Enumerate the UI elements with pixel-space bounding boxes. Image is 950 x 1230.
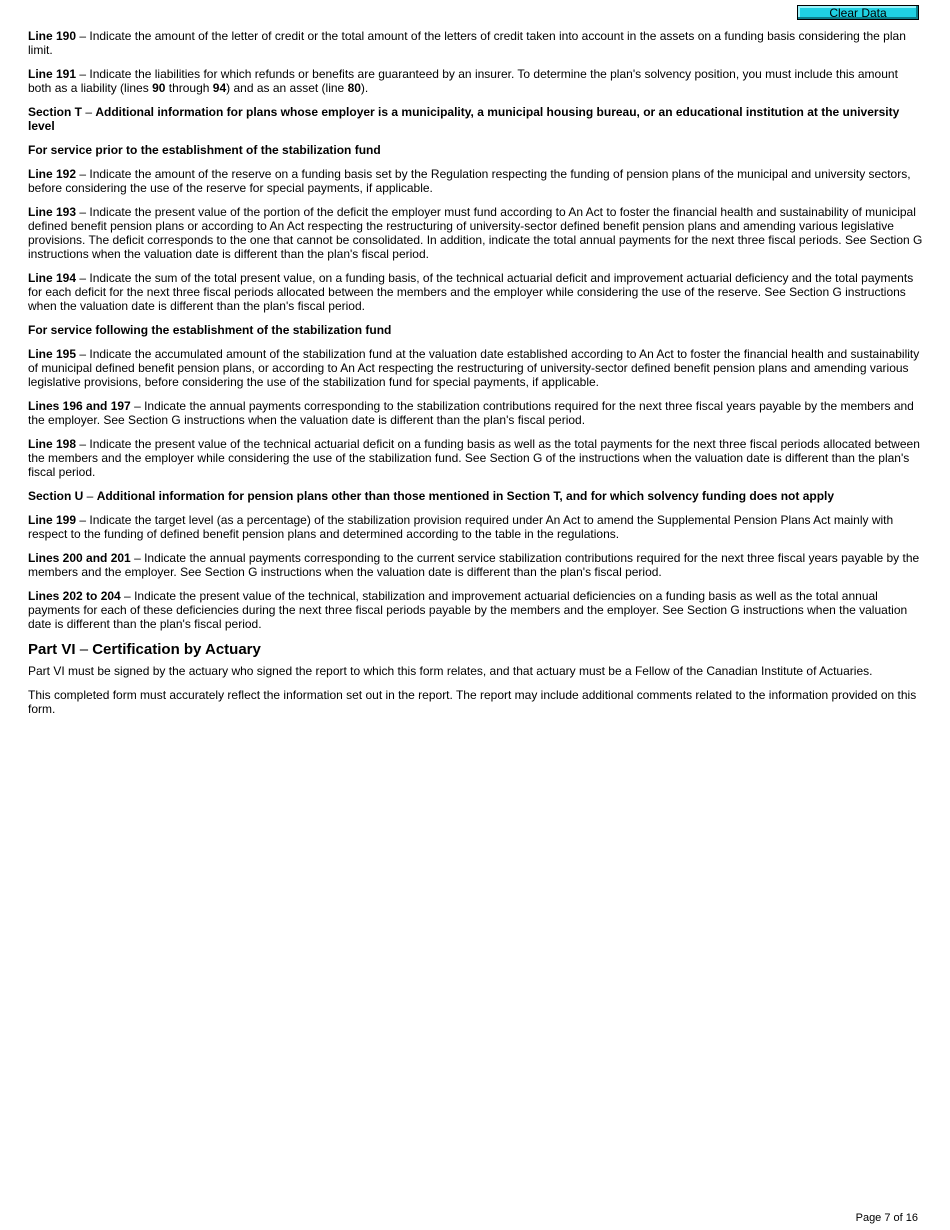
line-199-label: Line 199 bbox=[28, 513, 77, 527]
separator: – bbox=[130, 399, 145, 413]
clear-data-button[interactable]: Clear Data bbox=[797, 5, 919, 20]
line-190-label: Line 190 bbox=[28, 29, 77, 43]
section-t-heading bbox=[28, 105, 923, 133]
section-u-title: Additional information for pension plans other than those mentioned in Section T, and for which solvency funding does not apply bbox=[96, 489, 835, 503]
separator: – bbox=[76, 513, 90, 527]
separator: – bbox=[76, 437, 90, 451]
separator: – bbox=[76, 67, 90, 81]
part-vi-heading-text: Certification by Actuary bbox=[92, 641, 261, 658]
separator: – bbox=[76, 205, 90, 219]
line-192-label: Line 192 bbox=[28, 167, 77, 181]
line-198-instruction bbox=[28, 437, 923, 479]
part-vi-paragraph-1: Part VI must be signed by the actuary who signed the report to which this form relates, and that actuary must be a Fellow of the Canadian Institute of Actuaries. bbox=[28, 664, 873, 678]
separator: – bbox=[75, 641, 93, 658]
separator: – bbox=[76, 29, 90, 43]
line-190-text: Indicate the amount of the letter of credit or the total amount of the letters of credit taken into account in the assets on a funding basis considering the plan limit. bbox=[28, 29, 906, 57]
line-191-label: Line 191 bbox=[28, 67, 77, 81]
lines-200-201-label: Lines 200 and 201 bbox=[28, 551, 131, 565]
page-number: Page 7 of 16 bbox=[855, 1212, 918, 1224]
line-194-instruction bbox=[28, 271, 923, 313]
part-vi-title bbox=[28, 641, 923, 659]
line-194-label: Line 194 bbox=[28, 271, 77, 285]
line-191-instruction bbox=[28, 67, 923, 95]
lines-202-204-label: Lines 202 to 204 bbox=[28, 589, 121, 603]
line-192-instruction bbox=[28, 167, 923, 195]
line-199-text: Indicate the target level (as a percentage) of the stabilization provision required under An Act to amend the Supplemental Pension Plans Act mainly with respect to the funding of defined benefit pension plans and determined according to the table in the regulations. bbox=[28, 513, 894, 541]
lines-196-197-text: Indicate the annual payments corresponding to the stabilization contributions required for the next three fiscal years payable by the members and the employer. See Section G instructions when the valuation date is different than the plan's fiscal period. bbox=[28, 399, 914, 427]
section-u-heading bbox=[28, 489, 923, 503]
line-195-instruction bbox=[28, 347, 923, 389]
section-t-title: Additional information for plans whose employer is a municipality, a municipal housing bureau, or an educational institution at the university level bbox=[28, 105, 900, 133]
lines-202-204-instruction bbox=[28, 589, 923, 631]
lines-196-197-instruction bbox=[28, 399, 923, 427]
lines-200-201-instruction bbox=[28, 551, 923, 579]
lines-202-204-text: Indicate the present value of the technical, stabilization and improvement actuarial deficiencies on a funding basis as well as the total annual payments for each of these deficiencies during the next three fiscal periods payable by the members and the employer. See Section G instructions when the valuation date is different than the plan's fiscal period. bbox=[28, 589, 908, 631]
section-t-label: Section T bbox=[28, 105, 83, 119]
separator: – bbox=[76, 271, 90, 285]
line-ref-94: 94 bbox=[212, 81, 227, 95]
line-198-label: Line 198 bbox=[28, 437, 77, 451]
line-193-instruction bbox=[28, 205, 923, 261]
separator: – bbox=[83, 489, 97, 503]
subheading-prior-service: For service prior to the establishment of the stabilization fund bbox=[28, 143, 381, 157]
subheading-following-service: For service following the establishment of the stabilization fund bbox=[28, 323, 392, 337]
line-192-text: Indicate the amount of the reserve on a funding basis set by the Regulation respecting the funding of pension plans of the municipal and university sectors, before considering the use of the reserve for special payments, if applicable. bbox=[28, 167, 911, 195]
line-191-text-4: ). bbox=[360, 81, 369, 95]
line-ref-90: 90 bbox=[152, 81, 166, 95]
part-vi-label: Part VI bbox=[28, 641, 76, 658]
line-193-label: Line 193 bbox=[28, 205, 77, 219]
separator: – bbox=[76, 347, 90, 361]
instructions-content bbox=[28, 29, 923, 726]
line-199-instruction bbox=[28, 513, 923, 541]
line-195-label: Line 195 bbox=[28, 347, 77, 361]
line-194-text: Indicate the sum of the total present value, on a funding basis, of the technical actuarial deficit and improvement actuarial deficiency and the total payments for each deficit for the next three fiscal periods allocated between the members and the employer while considering the use of the reserve. See Section G instructions when the valuation date is different than the plan's fiscal period. bbox=[28, 271, 914, 313]
separator: – bbox=[82, 105, 96, 119]
line-ref-80: 80 bbox=[347, 81, 361, 95]
separator: – bbox=[120, 589, 135, 603]
line-191-text-2: through bbox=[165, 81, 213, 95]
line-195-text: Indicate the accumulated amount of the stabilization fund at the valuation date established according to An Act to foster the financial health and sustainability of municipal defined benefit pension plans, or according to An Act respecting the restructuring of university-sector defined benefit pension plans and amending various legislative provisions, before considering the use of the stabilization fund for special payments, if applicable. bbox=[28, 347, 920, 389]
line-191-text-3: ) and as an asset (line bbox=[226, 81, 348, 95]
section-u-label: Section U bbox=[28, 489, 84, 503]
line-191-text-1: Indicate the liabilities for which refunds or benefits are guaranteed by an insurer. To determine the plan's solvency position, you must include this amount both as a liability (lines bbox=[28, 67, 898, 95]
line-190-instruction bbox=[28, 29, 923, 57]
separator: – bbox=[76, 167, 90, 181]
part-vi-paragraph-2: This completed form must accurately reflect the information set out in the report. The report may include additional comments related to the information provided on this form. bbox=[28, 688, 917, 716]
lines-200-201-text: Indicate the annual payments corresponding to the current service stabilization contributions required for the next three fiscal years payable by the members and the employer. See Section G instructions when the valuation date is different than the plan's fiscal period. bbox=[28, 551, 920, 579]
line-198-text: Indicate the present value of the technical actuarial deficit on a funding basis as well as the total payments for the next three fiscal periods allocated between the members and the employer while considering the use of the stabilization fund. See Section G of the instructions when the valuation date is different than the plan's fiscal period. bbox=[28, 437, 920, 479]
separator: – bbox=[130, 551, 145, 565]
lines-196-197-label: Lines 196 and 197 bbox=[28, 399, 131, 413]
line-193-text: Indicate the present value of the portion of the deficit the employer must fund according to An Act to foster the financial health and sustainability of municipal defined benefit pension plans or according to An Act respecting the restructuring of university-sector defined benefit pension plans and amending various legislative provisions. The deficit corresponds to the one that cannot be consolidated. In addition, indicate the total annual payments for the next three fiscal periods. See Section G instructions when the valuation date is different than the plan's fiscal period. bbox=[28, 205, 923, 261]
